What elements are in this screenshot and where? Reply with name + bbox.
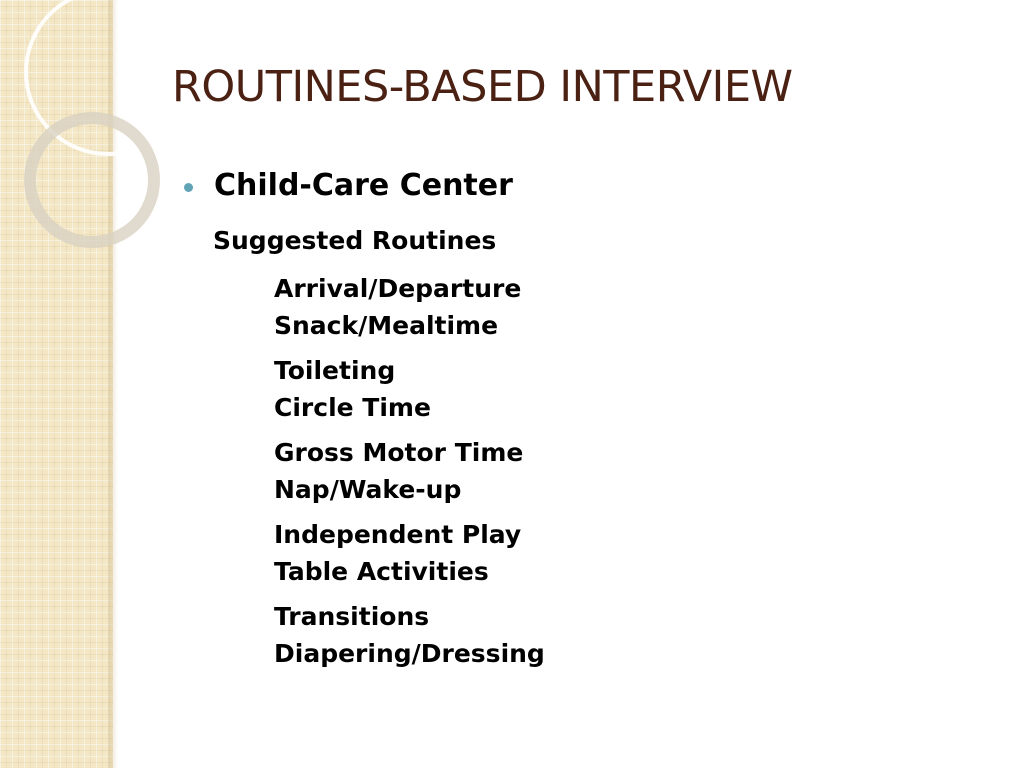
routine-group bbox=[274, 598, 545, 672]
routine-group bbox=[274, 434, 545, 508]
subheading: Suggested Routines bbox=[213, 226, 497, 255]
routine-item: Snack/Mealtime bbox=[274, 311, 499, 340]
routine-group bbox=[274, 516, 545, 590]
slide-title: ROUTINES-BASED INTERVIEW bbox=[172, 62, 793, 112]
routine-group bbox=[274, 270, 545, 344]
routine-item: Independent Play bbox=[274, 520, 522, 549]
routine-item: Gross Motor Time bbox=[274, 438, 524, 467]
bullet-dot-icon bbox=[184, 183, 193, 192]
routine-item: Nap/Wake-up bbox=[274, 475, 462, 504]
routine-item: Diapering/Dressing bbox=[274, 639, 545, 668]
routine-item: Table Activities bbox=[274, 557, 489, 586]
routines-list bbox=[274, 270, 545, 680]
routine-group bbox=[274, 352, 545, 426]
routine-item: Circle Time bbox=[274, 393, 431, 422]
routine-item: Transitions bbox=[274, 602, 430, 631]
routine-item: Toileting bbox=[274, 356, 396, 385]
lower-ring bbox=[30, 118, 154, 242]
routine-item: Arrival/Departure bbox=[274, 274, 522, 303]
bullet-text: Child-Care Center bbox=[214, 168, 513, 203]
decorative-rings-graphic bbox=[0, 0, 200, 260]
